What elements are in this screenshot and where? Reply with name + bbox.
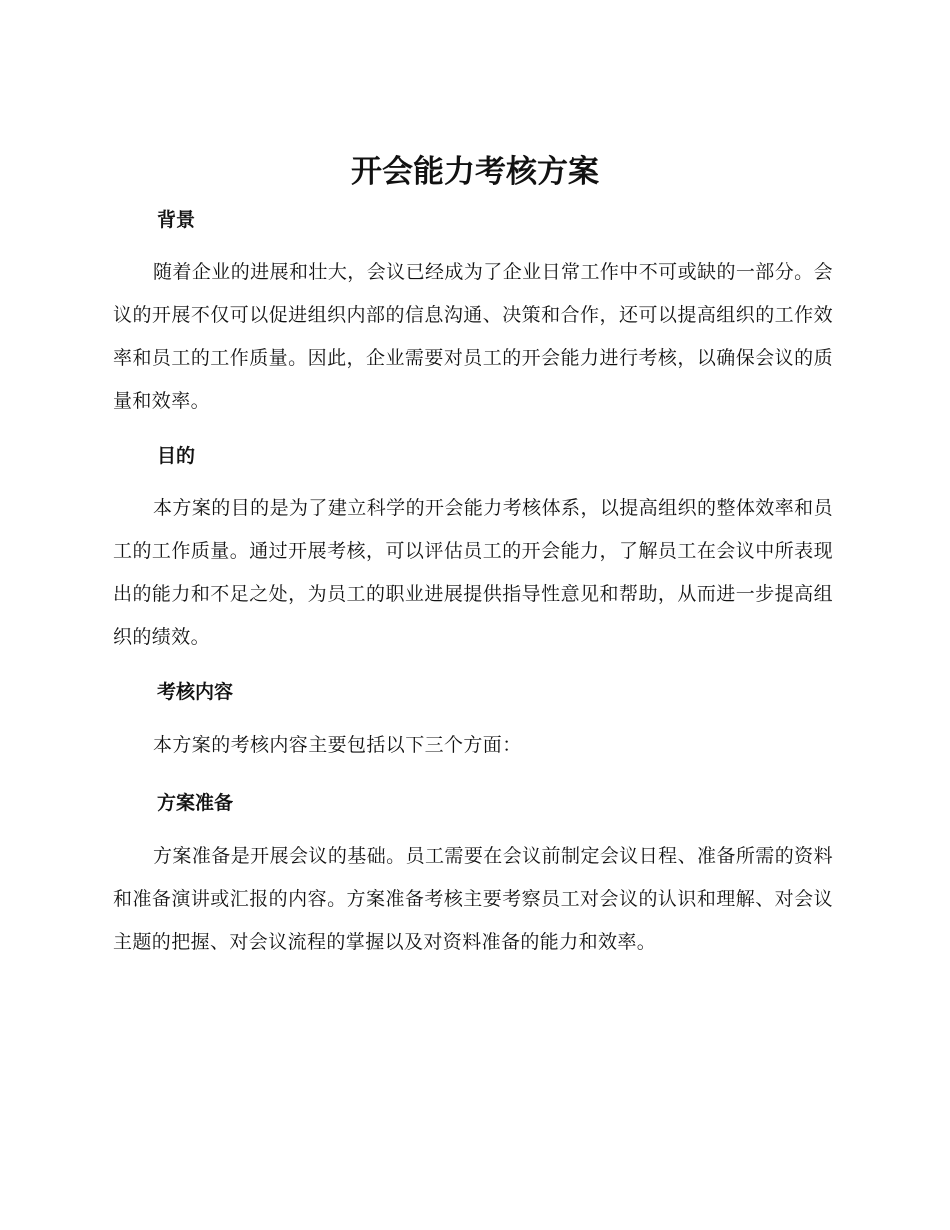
section-heading-purpose: 目的 bbox=[157, 445, 196, 467]
section-heading-assessment-content: 考核内容 bbox=[157, 681, 234, 703]
document-title: 开会能力考核方案 bbox=[351, 154, 599, 190]
section-paragraph-background: 随着企业的进展和壮大，会议已经成为了企业日常工作中不可或缺的一部分。会议的开展不仅可以促进组织内部的信息沟通、决策和合作，还可以提高组织的工作效率和员工的工作质量。因此，企业需要对员工的开会能力进行考核，以确保会议的质量和效率。 bbox=[113, 261, 833, 412]
section-heading-plan-preparation: 方案准备 bbox=[157, 792, 234, 814]
section-heading-background: 背景 bbox=[157, 209, 196, 231]
section-paragraph-assessment-content: 本方案的考核内容主要包括以下三个方面： bbox=[153, 734, 522, 756]
section-paragraph-plan-preparation: 方案准备是开展会议的基础。员工需要在会议前制定会议日程、准备所需的资料和准备演讲或汇报的内容。方案准备考核主要考察员工对会议的认识和理解、对会议主题的把握、对会议流程的掌握以及对资料准备的能力和效率。 bbox=[113, 845, 833, 953]
section-paragraph-purpose: 本方案的目的是为了建立科学的开会能力考核体系，以提高组织的整体效率和员工的工作质量。通过开展考核，可以评估员工的开会能力，了解员工在会议中所表现出的能力和不足之处，为员工的职业进展提供指导性意见和帮助，从而进一步提高组织的绩效。 bbox=[113, 497, 833, 648]
